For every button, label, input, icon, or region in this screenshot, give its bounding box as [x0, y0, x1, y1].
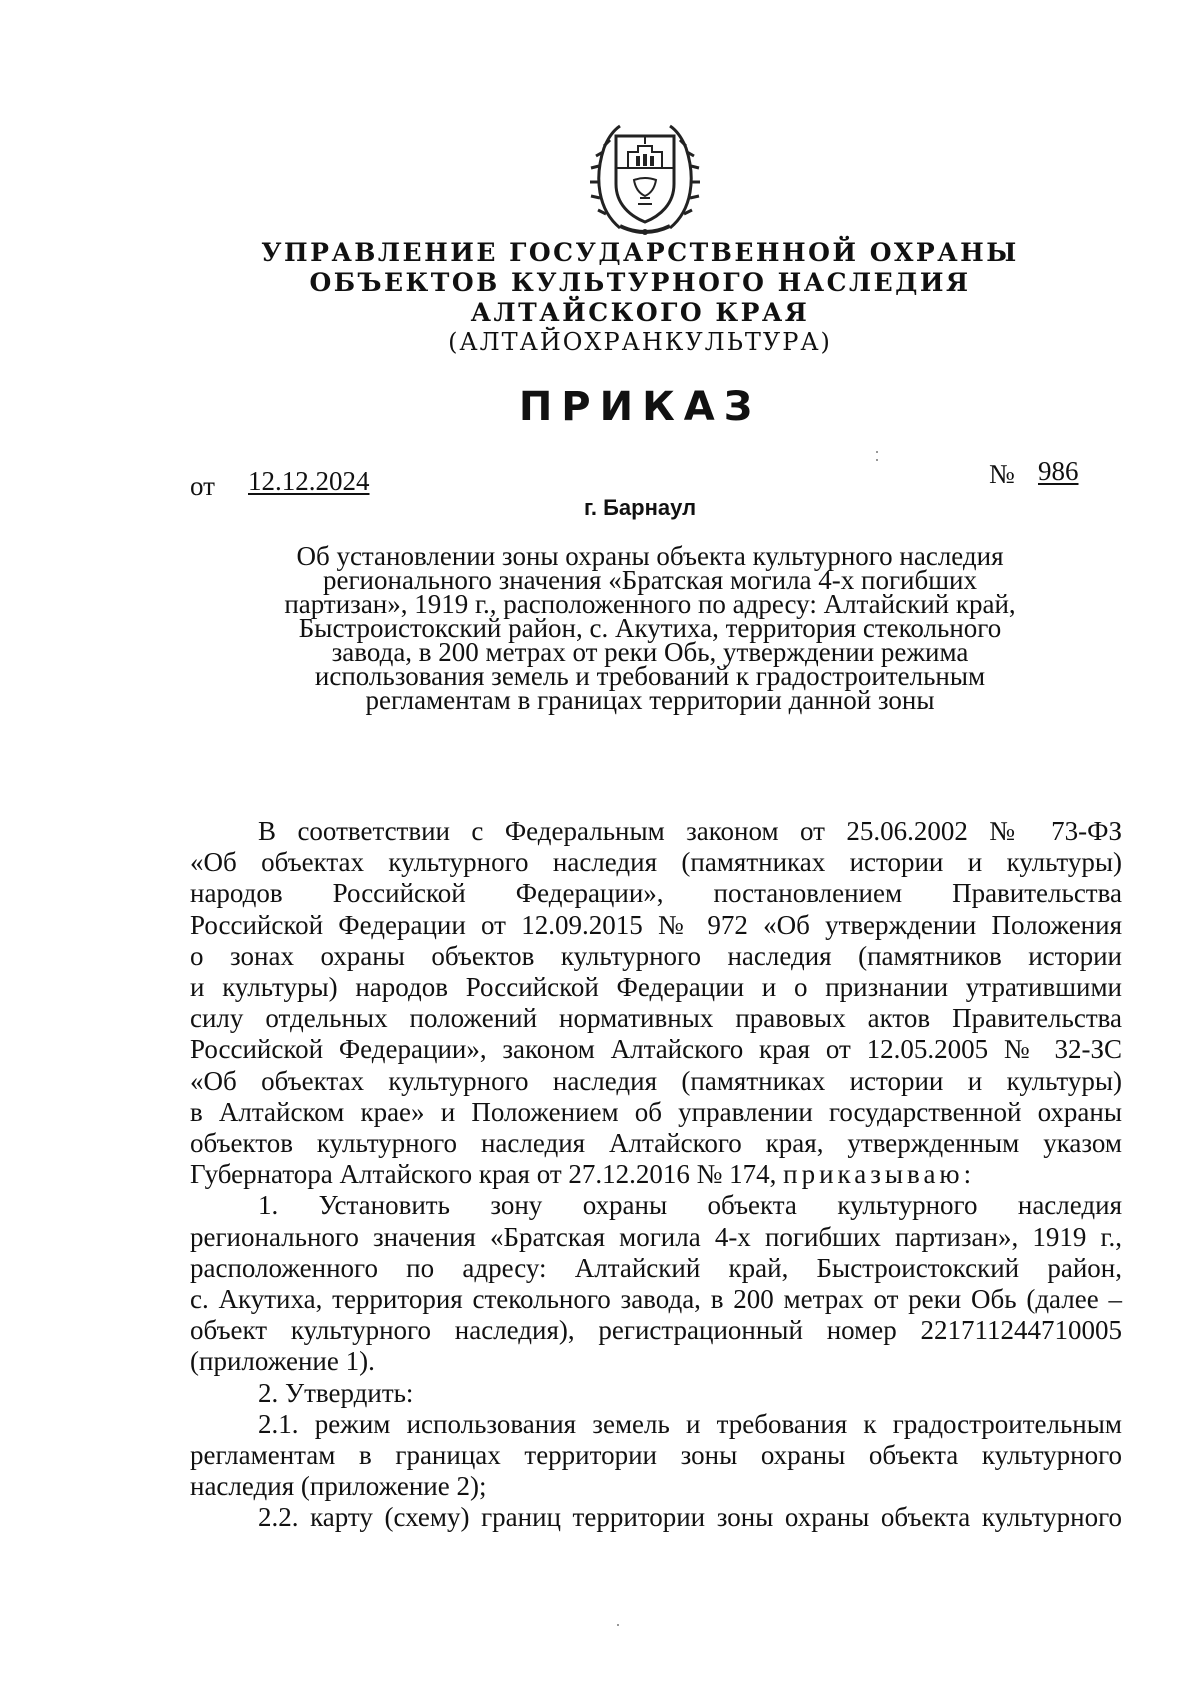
body-line: 2.1. режим использования земель и требования к градостроительным — [258, 1408, 1122, 1439]
title-line: Об установлении зоны охраны объекта культурного наследия — [296, 541, 1004, 571]
agency-short-name: (АЛТАЙОХРАНКУЛЬТУРА) — [448, 328, 832, 356]
date-prefix: от — [190, 471, 215, 501]
body-line: 1. Установить зону охраны объекта культурного наследия — [258, 1190, 1122, 1221]
body-line: расположенного по адресу: Алтайский край, Быстроистокский район, — [190, 1252, 1122, 1283]
body-line: наследия (приложение 2); — [190, 1471, 487, 1502]
body-line: объектов культурного наследия Алтайского края, утвержденным указом — [190, 1128, 1122, 1159]
title-line: регламентам в границах территории данной зоны — [365, 685, 935, 715]
title-line: завода, в 200 метрах от реки Обь, утверждении режима — [331, 637, 969, 667]
agency-name-line-3: АЛТАЙСКОГО КРАЯ — [470, 298, 810, 327]
body-line: (приложение 1). — [190, 1346, 375, 1377]
body-line: Российской Федерации», законом Алтайского края от 12.05.2005 № 32-ЗС — [190, 1034, 1122, 1065]
body-line: регламентам в границах территории зоны охраны объекта культурного — [190, 1440, 1122, 1471]
title-line: регионального значения «Братская могила 4-х погибших — [323, 565, 977, 595]
agency-name-line-2: ОБЪЕКТОВ КУЛЬТУРНОГО НАСЛЕДИЯ — [309, 268, 971, 297]
coat-of-arms-emblem — [590, 118, 700, 236]
body-line: «Об объектах культурного наследия (памятниках истории и культуры) — [190, 847, 1122, 878]
document-type-heading: ПРИКАЗ — [518, 384, 762, 430]
document-body — [190, 816, 1122, 1534]
title-line: партизан», 1919 г., расположенного по адресу: Алтайский край, — [284, 589, 1016, 619]
body-line: с. Акутиха, территория стекольного завода, в 200 метрах от реки Обь (далее – — [190, 1284, 1122, 1315]
scan-speck — [876, 459, 878, 461]
title-line: Быстроистокский район, с. Акутиха, территория стекольного — [298, 613, 1002, 643]
body-line: 2. Утвердить: — [258, 1377, 414, 1408]
order-verb: приказываю — [783, 1159, 964, 1190]
body-line: В соответствии с Федеральным законом от 25.06.2002 № 73-ФЗ — [258, 816, 1122, 846]
body-line: «Об объектах культурного наследия (памятниках истории и культуры) — [190, 1065, 1122, 1096]
body-line: в Алтайском крае» и Положением об управлении государственной охраны — [190, 1096, 1122, 1127]
document-number: 986 — [1038, 456, 1079, 486]
body-line: регионального значения «Братская могила 4-х погибших партизан», 1919 г., — [190, 1221, 1122, 1252]
body-line: народов Российской Федерации», постановлением Правительства — [190, 878, 1122, 909]
scan-speck — [876, 451, 878, 453]
body-line: объект культурного наследия), регистрационный номер 221711244710005 — [190, 1315, 1122, 1346]
document-date: 12.12.2024 — [248, 466, 370, 496]
body-line: и культуры) народов Российской Федерации и о признании утратившими — [190, 972, 1122, 1003]
body-line: о зонах охраны объектов культурного наследия (памятников истории — [190, 940, 1122, 971]
title-line: использования земель и требований к градостроительным — [314, 661, 986, 691]
number-sign: № — [989, 459, 1015, 489]
agency-name-line-1: УПРАВЛЕНИЕ ГОСУДАРСТВЕННОЙ ОХРАНЫ — [261, 238, 1019, 267]
body-line: силу отдельных положений нормативных правовых актов Правительства — [190, 1003, 1122, 1034]
closing-colon: : — [963, 1159, 972, 1190]
document-title — [240, 541, 1060, 715]
body-line: Российской Федерации от 12.09.2015 № 972 «Об утверждении Положения — [190, 909, 1122, 940]
scan-speck — [617, 1624, 619, 1626]
city-label: г. Барнаул — [583, 495, 697, 520]
body-line: 2.2. карту (схему) границ территории зоны охраны объекта культурного — [258, 1502, 1122, 1533]
body-line-closing — [190, 1159, 1122, 1190]
closing-prefix: Губернатора Алтайского края от 27.12.2016 № 174, — [190, 1159, 777, 1190]
